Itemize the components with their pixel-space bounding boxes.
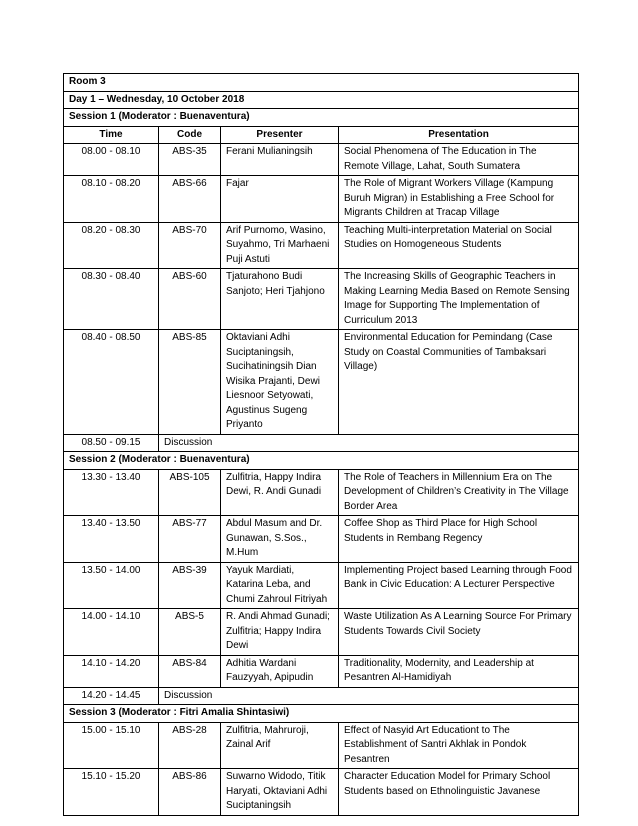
column-header-row: [64, 126, 579, 144]
presentation-cell: The Increasing Skills of Geographic Teachers in Making Learning Media Based on Remote Sensing Image for Supporting The Implementation of Curriculum 2013: [339, 269, 579, 330]
presenter-cell: Fajar: [221, 176, 339, 223]
presentation-cell: Traditionality, Modernity, and Leadership at Pesantren Al-Hamidiyah: [339, 655, 579, 687]
schedule-table: [63, 73, 579, 816]
presenter-cell: Ferani Mulianingsih: [221, 144, 339, 176]
presenter-cell: Zulfitria, Mahruroji, Zainal Arif: [221, 722, 339, 769]
code-cell: ABS-105: [159, 469, 221, 516]
discussion-row: [64, 687, 579, 705]
code-cell: ABS-70: [159, 222, 221, 269]
time-cell: 15.10 - 15.20: [64, 769, 159, 816]
presenter-cell: Adhitia Wardani Fauzyyah, Apipudin: [221, 655, 339, 687]
time-cell: 08.10 - 08.20: [64, 176, 159, 223]
presenter-cell: Suwarno Widodo, Titik Haryati, Oktaviani Adhi Suciptaningsih: [221, 769, 339, 816]
presenter-cell: Oktaviani Adhi Suciptaningsih, Sucihatiningsih Dian Wisika Prajanti, Dewi Liesnoor Setyowati, Agustinus Sugeng Priyanto: [221, 330, 339, 435]
presentation-cell: Implementing Project based Learning through Food Bank in Civic Education: A Lecturer Perspective: [339, 562, 579, 609]
time-cell: 15.00 - 15.10: [64, 722, 159, 769]
presenter-cell: Yayuk Mardiati, Katarina Leba, and Chumi Zahroul Fitriyah: [221, 562, 339, 609]
code-cell: ABS-60: [159, 269, 221, 330]
table-row: [64, 330, 579, 435]
day-title: Day 1 – Wednesday, 10 October 2018: [64, 91, 579, 109]
table-row: [64, 609, 579, 656]
presenter-cell: Tjaturahono Budi Sanjoto; Heri Tjahjono: [221, 269, 339, 330]
time-cell: 08.00 - 08.10: [64, 144, 159, 176]
presentation-cell: The Role of Migrant Workers Village (Kampung Buruh Migran) in Establishing a Free School for Migrants Children at Tracap Village: [339, 176, 579, 223]
presentation-cell: Teaching Multi-interpretation Material on Social Studies on Homogeneous Students: [339, 222, 579, 269]
presentation-cell: Waste Utilization As A Learning Source For Primary Students Towards Civil Society: [339, 609, 579, 656]
code-cell: ABS-86: [159, 769, 221, 816]
column-header-time: Time: [64, 126, 159, 144]
time-cell: 13.40 - 13.50: [64, 516, 159, 563]
column-header-presenter: Presenter: [221, 126, 339, 144]
presentation-cell: Character Education Model for Primary School Students based on Ethnolinguistic Javanese: [339, 769, 579, 816]
session-3-title: Session 3 (Moderator : Fitri Amalia Shintasiwi): [64, 705, 579, 723]
table-row: [64, 769, 579, 816]
discussion-label: Discussion: [159, 687, 579, 705]
time-cell: 13.50 - 14.00: [64, 562, 159, 609]
code-cell: ABS-39: [159, 562, 221, 609]
code-cell: ABS-28: [159, 722, 221, 769]
room-title: Room 3: [64, 74, 579, 92]
column-header-presentation: Presentation: [339, 126, 579, 144]
presenter-cell: R. Andi Ahmad Gunadi; Zulfitria; Happy Indira Dewi: [221, 609, 339, 656]
table-row: [64, 144, 579, 176]
presentation-cell: Environmental Education for Pemindang (Case Study on Coastal Communities of Tambaksari Village): [339, 330, 579, 435]
table-row: [64, 516, 579, 563]
time-cell: 08.20 - 08.30: [64, 222, 159, 269]
session-1-title: Session 1 (Moderator : Buenaventura): [64, 109, 579, 127]
table-row: [64, 562, 579, 609]
table-row: [64, 269, 579, 330]
code-cell: ABS-66: [159, 176, 221, 223]
code-cell: ABS-84: [159, 655, 221, 687]
presentation-cell: Coffee Shop as Third Place for High School Students in Rembang Regency: [339, 516, 579, 563]
presentation-cell: Effect of Nasyid Art Educationt to The Establishment of Santri Akhlak in Pondok Pesantren: [339, 722, 579, 769]
code-cell: ABS-35: [159, 144, 221, 176]
table-row: [64, 655, 579, 687]
time-cell: 13.30 - 13.40: [64, 469, 159, 516]
code-cell: ABS-5: [159, 609, 221, 656]
presenter-cell: Zulfitria, Happy Indira Dewi, R. Andi Gunadi: [221, 469, 339, 516]
code-cell: ABS-85: [159, 330, 221, 435]
discussion-label: Discussion: [159, 434, 579, 452]
time-cell: 14.00 - 14.10: [64, 609, 159, 656]
time-cell: 08.30 - 08.40: [64, 269, 159, 330]
table-row: [64, 222, 579, 269]
time-cell: 08.50 - 09.15: [64, 434, 159, 452]
presentation-cell: Social Phenomena of The Education in The Remote Village, Lahat, South Sumatera: [339, 144, 579, 176]
table-row: [64, 469, 579, 516]
presenter-cell: Abdul Masum and Dr. Gunawan, S.Sos., M.Hum: [221, 516, 339, 563]
session-2-title: Session 2 (Moderator : Buenaventura): [64, 452, 579, 470]
table-row: [64, 722, 579, 769]
time-cell: 14.20 - 14.45: [64, 687, 159, 705]
code-cell: ABS-77: [159, 516, 221, 563]
time-cell: 14.10 - 14.20: [64, 655, 159, 687]
discussion-row: [64, 434, 579, 452]
time-cell: 08.40 - 08.50: [64, 330, 159, 435]
table-row: [64, 176, 579, 223]
presenter-cell: Arif Purnomo, Wasino, Suyahmo, Tri Marhaeni Puji Astuti: [221, 222, 339, 269]
presentation-cell: The Role of Teachers in Millennium Era on The Development of Children’s Creativity in The Village Border Area: [339, 469, 579, 516]
column-header-code: Code: [159, 126, 221, 144]
